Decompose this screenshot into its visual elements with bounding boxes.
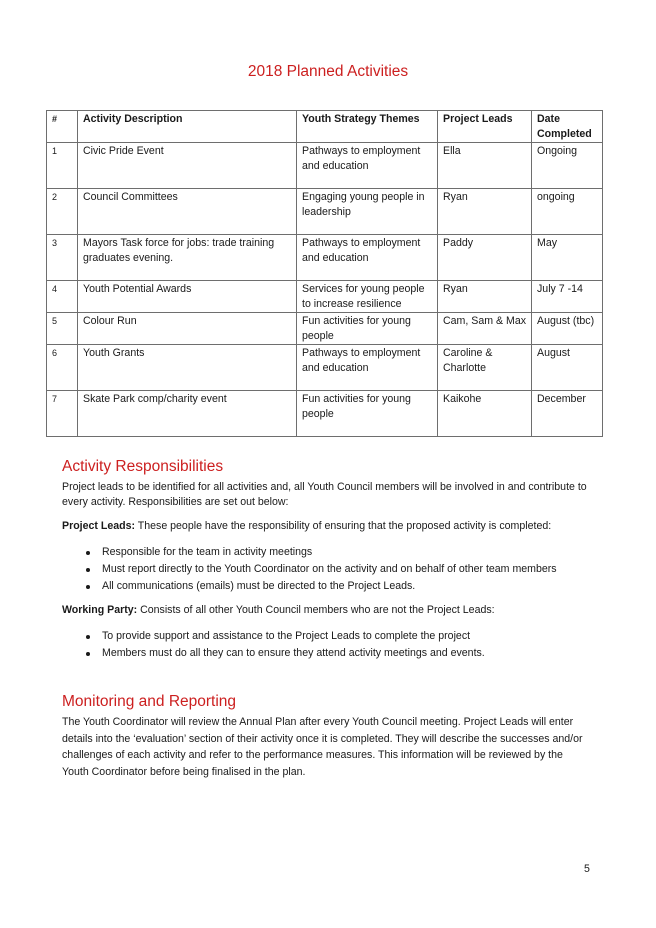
bullet-icon (86, 652, 90, 656)
date-completed: July 7 -14 (532, 281, 603, 313)
row-number: 1 (47, 143, 78, 189)
project-leads: Ryan (438, 189, 532, 235)
working-party-paragraph (62, 603, 602, 618)
row-number: 7 (47, 391, 78, 437)
working-party-list (62, 629, 622, 663)
activity-description: Civic Pride Event (78, 143, 297, 189)
working-party-text: Consists of all other Youth Council members who are not the Project Leads: (137, 604, 495, 616)
bullet-icon (86, 568, 90, 572)
list-item-text: Members must do all they can to ensure they attend activity meetings and events. (102, 647, 485, 659)
project-leads: Kaikohe (438, 391, 532, 437)
strategy-theme: Services for young people to increase resilience (297, 281, 438, 313)
table-row (47, 281, 603, 313)
column-header-themes: Youth Strategy Themes (297, 111, 438, 143)
project-leads: Cam, Sam & Max (438, 313, 532, 345)
column-header-date: Date Completed (532, 111, 603, 143)
project-leads-label: Project Leads: (62, 520, 136, 532)
strategy-theme: Pathways to employment and education (297, 143, 438, 189)
bullet-icon (86, 585, 90, 589)
monitoring-paragraph: The Youth Coordinator will review the Annual Plan after every Youth Council meeting. Project Leads will enter details into the ‘evaluation’ section of their activity once it is completed. They will describe the successes and/or challenges of each activity and refer to the performance measures. This information will be reviewed by the Youth Coordinator before being finalised in the plan. (62, 716, 583, 778)
responsibilities-intro: Project leads to be identified for all activities and, all Youth Council members will be involved in and contribute to every activity. Responsibilities are set out below: (62, 481, 587, 508)
activity-responsibilities-heading: Activity Responsibilities (62, 458, 224, 475)
strategy-theme: Pathways to employment and education (297, 235, 438, 281)
table-row (47, 391, 603, 437)
strategy-theme: Engaging young people in leadership (297, 189, 438, 235)
list-item (62, 562, 622, 579)
row-number: 6 (47, 345, 78, 391)
activity-description: Mayors Task force for jobs: trade training graduates evening. (78, 235, 297, 281)
row-number: 5 (47, 313, 78, 345)
table-header-row (47, 111, 603, 143)
activity-description: Skate Park comp/charity event (78, 391, 297, 437)
activity-description: Youth Potential Awards (78, 281, 297, 313)
project-leads: Ella (438, 143, 532, 189)
column-header-number: # (47, 111, 78, 143)
table-row (47, 189, 603, 235)
monitoring-reporting-heading: Monitoring and Reporting (62, 693, 237, 710)
bullet-icon (86, 551, 90, 555)
table-row (47, 235, 603, 281)
date-completed: Ongoing (532, 143, 603, 189)
activity-description: Youth Grants (78, 345, 297, 391)
date-completed: ongoing (532, 189, 603, 235)
date-completed: December (532, 391, 603, 437)
list-item (62, 545, 622, 562)
activity-description: Council Committees (78, 189, 297, 235)
project-leads-text: These people have the responsibility of ensuring that the proposed activity is completed: (135, 520, 552, 532)
row-number: 4 (47, 281, 78, 313)
project-leads-list (62, 545, 622, 596)
project-leads-paragraph (62, 519, 602, 534)
column-header-activity: Activity Description (78, 111, 297, 143)
project-leads: Paddy (438, 235, 532, 281)
row-number: 3 (47, 235, 78, 281)
bullet-icon (86, 635, 90, 639)
list-item (62, 579, 622, 596)
table-row (47, 143, 603, 189)
date-completed: August (532, 345, 603, 391)
list-item (62, 646, 622, 663)
page-number: 5 (584, 863, 590, 875)
column-header-leads: Project Leads (438, 111, 532, 143)
activities-table (46, 110, 603, 437)
project-leads: Ryan (438, 281, 532, 313)
row-number: 2 (47, 189, 78, 235)
list-item-text: To provide support and assistance to the Project Leads to complete the project (102, 630, 471, 642)
table-row (47, 345, 603, 391)
date-completed: August (tbc) (532, 313, 603, 345)
list-item-text: Responsible for the team in activity meetings (102, 546, 313, 558)
working-party-label: Working Party: (62, 604, 138, 616)
strategy-theme: Pathways to employment and education (297, 345, 438, 391)
list-item (62, 629, 622, 646)
date-completed: May (532, 235, 603, 281)
list-item-text: Must report directly to the Youth Coordinator on the activity and on behalf of other team members (102, 563, 557, 575)
activity-description: Colour Run (78, 313, 297, 345)
page-title: 2018 Planned Activities (247, 63, 409, 80)
table-row (47, 313, 603, 345)
project-leads: Caroline & Charlotte (438, 345, 532, 391)
strategy-theme: Fun activities for young people (297, 313, 438, 345)
list-item-text: All communications (emails) must be directed to the Project Leads. (102, 580, 416, 592)
strategy-theme: Fun activities for young people (297, 391, 438, 437)
